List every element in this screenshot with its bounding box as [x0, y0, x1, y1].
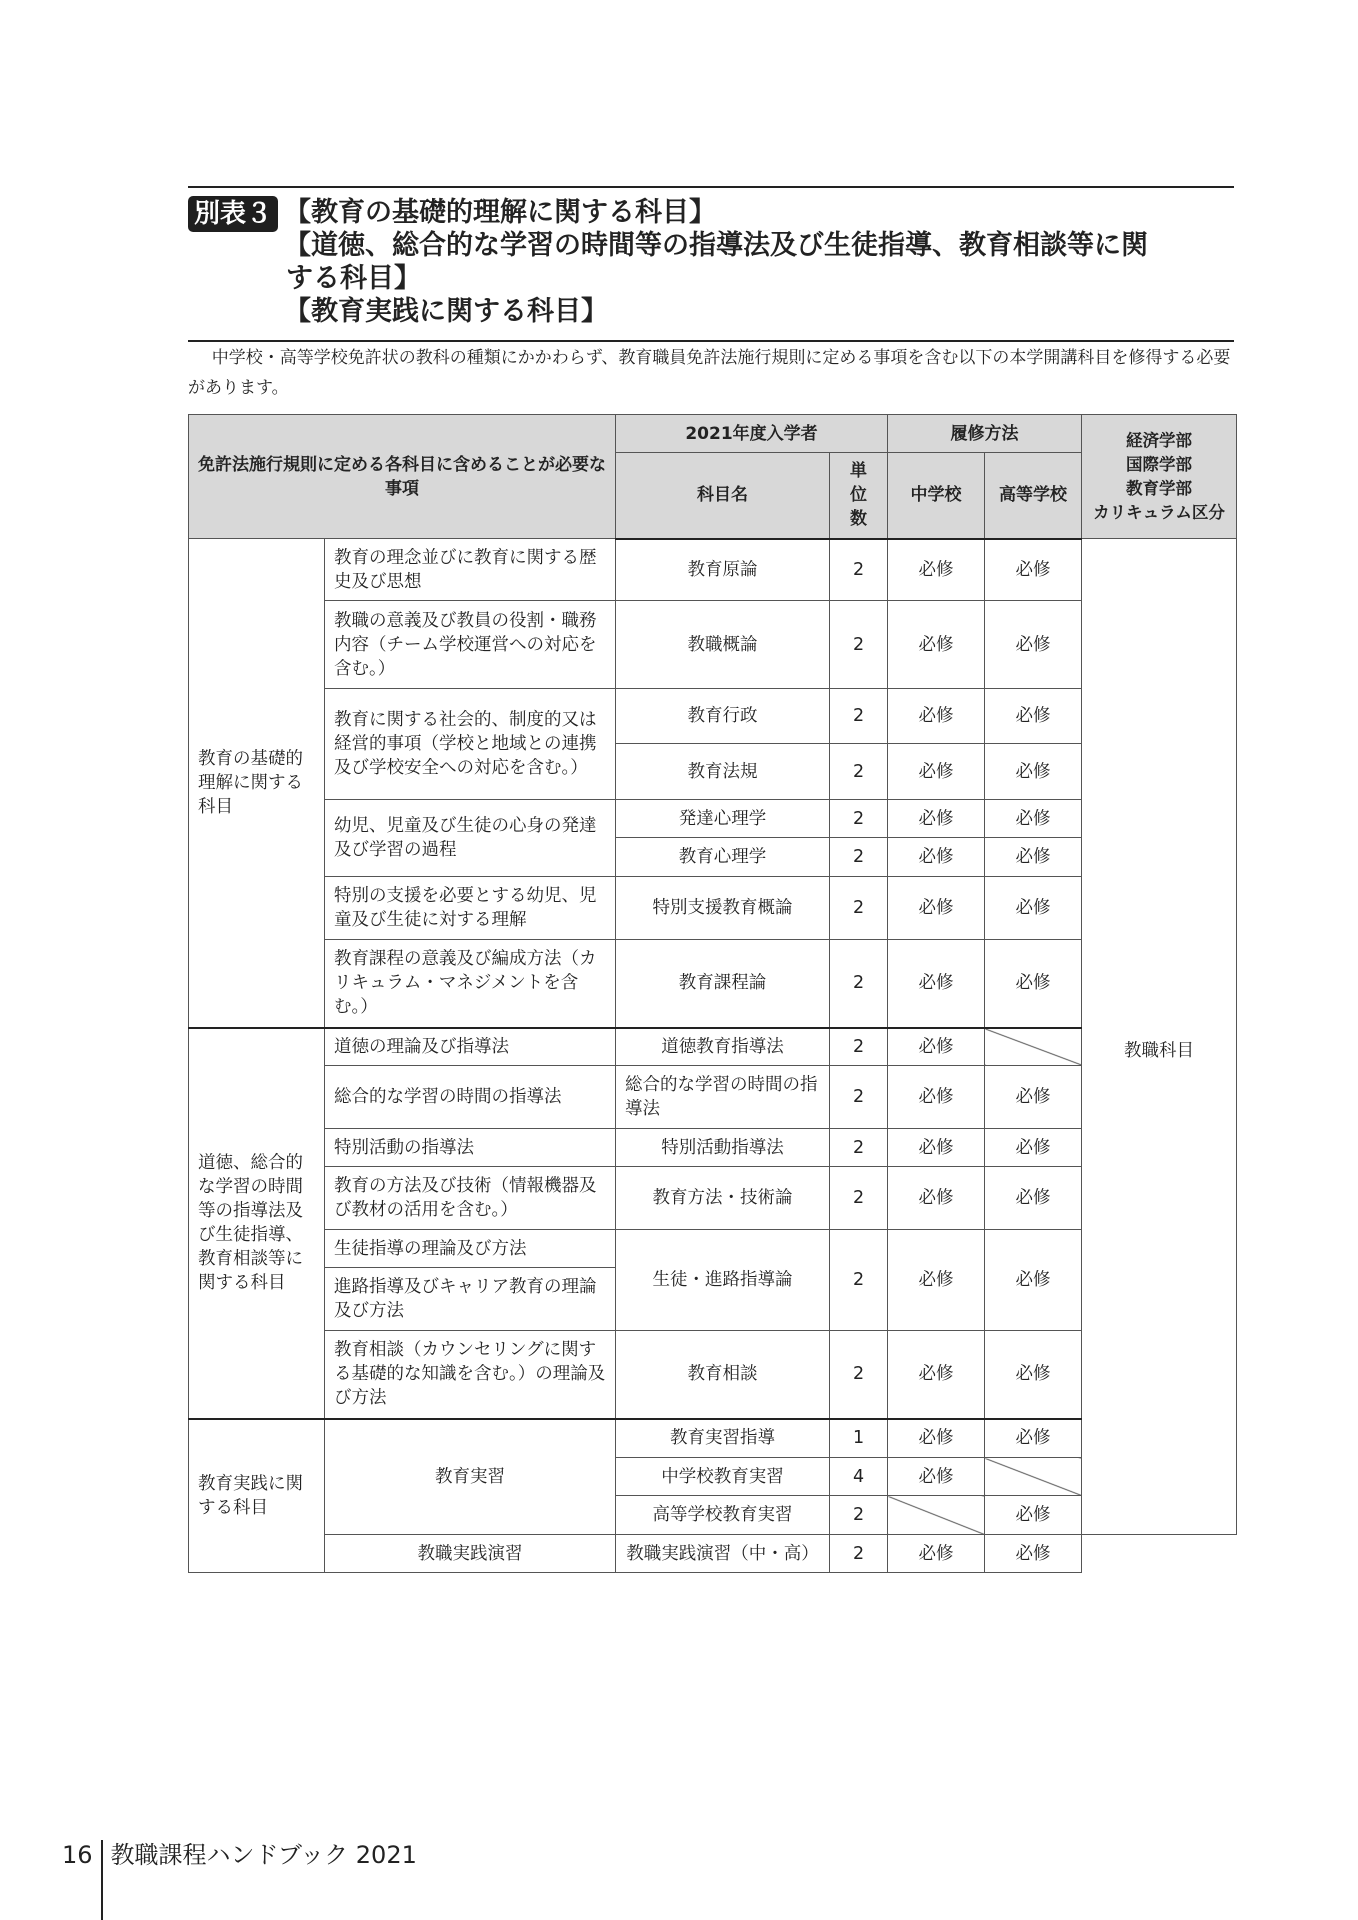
requirement-item: 教育の理念並びに教育に関する歴史及び思想 — [325, 539, 616, 601]
credits-cell: 2 — [830, 1129, 888, 1167]
credits-cell: 2 — [830, 1066, 888, 1129]
section-header — [188, 186, 1234, 342]
hs-cell: 必修 — [985, 800, 1082, 838]
header-hs: 高等学校 — [985, 453, 1082, 539]
credits-cell: 2 — [830, 877, 888, 940]
curriculum-category: 教職科目 — [1082, 539, 1237, 1535]
requirement-item: 特別の支援を必要とする幼児、児童及び生徒に対する理解 — [325, 877, 616, 940]
header-requirement: 免許法施行規則に定める各科目に含めることが必要な事項 — [189, 415, 616, 539]
header-method: 履修方法 — [888, 415, 1082, 453]
credits-cell: 2 — [830, 744, 888, 800]
credits-cell: 2 — [830, 1496, 888, 1535]
course-table — [188, 414, 1237, 1573]
jhs-cell: 必修 — [888, 1331, 985, 1419]
hs-cell: 必修 — [985, 744, 1082, 800]
credits-cell: 2 — [830, 940, 888, 1028]
credits-cell: 2 — [830, 800, 888, 838]
table-row — [189, 877, 1237, 940]
jhs-cell: 必修 — [888, 838, 985, 877]
subject-cell: 特別活動指導法 — [616, 1129, 830, 1167]
jhs-cell: 必修 — [888, 1458, 985, 1496]
table-row — [189, 1167, 1237, 1230]
table-row — [189, 601, 1237, 689]
table-row — [189, 800, 1237, 838]
header-subject: 科目名 — [616, 453, 830, 539]
credits-cell: 2 — [830, 1535, 888, 1573]
requirement-item: 教育相談（カウンセリングに関する基礎的な知識を含む。）の理論及び方法 — [325, 1331, 616, 1419]
title-line-1: 【教育の基礎的理解に関する科目】 — [284, 197, 717, 228]
subject-cell: 教育相談 — [616, 1331, 830, 1419]
requirement-item: 総合的な学習の時間の指導法 — [325, 1066, 616, 1129]
category-basic: 教育の基礎的理解に関する科目 — [189, 539, 325, 1028]
intro-text: 中学校・高等学校免許状の教科の種類にかかわらず、教育職員免許法施行規則に定める事項を含む以下の本学開講科目を修得する必要があります。 — [188, 348, 1231, 398]
hs-cell: 必修 — [985, 1419, 1082, 1458]
table-row — [189, 1535, 1237, 1573]
subject-cell: 発達心理学 — [616, 800, 830, 838]
subject-cell: 教職実践演習（中・高） — [616, 1535, 830, 1573]
header-cohort: 2021年度入学者 — [616, 415, 888, 453]
hs-cell: 必修 — [985, 689, 1082, 744]
requirement-item: 教育に関する社会的、制度的又は経営的事項（学校と地域との連携及び学校安全への対応を含む。） — [325, 689, 616, 800]
category-practice: 教育実践に関する科目 — [189, 1419, 325, 1573]
title-line-2: 【道徳、総合的な学習の時間等の指導法及び生徒指導、教育相談等に関 — [284, 230, 1149, 261]
table-row — [189, 940, 1237, 1028]
hs-cell: 必修 — [985, 1167, 1082, 1230]
table-row — [189, 1419, 1237, 1458]
hs-cell: 必修 — [985, 838, 1082, 877]
credits-cell: 2 — [830, 1028, 888, 1066]
subject-cell: 道徳教育指導法 — [616, 1028, 830, 1066]
subject-cell: 教育課程論 — [616, 940, 830, 1028]
jhs-cell: 必修 — [888, 689, 985, 744]
credits-cell: 2 — [830, 601, 888, 689]
requirement-item: 教育の方法及び技術（情報機器及び教材の活用を含む。） — [325, 1167, 616, 1230]
hs-cell: 必修 — [985, 1129, 1082, 1167]
jhs-cell: 必修 — [888, 800, 985, 838]
requirement-item: 教職の意義及び教員の役割・職務内容（チーム学校運営への対応を含む。） — [325, 601, 616, 689]
jhs-cell: 必修 — [888, 940, 985, 1028]
table-row — [189, 539, 1237, 601]
jhs-cell: 必修 — [888, 1066, 985, 1129]
header-jhs: 中学校 — [888, 453, 985, 539]
requirement-item: 教職実践演習 — [325, 1535, 616, 1573]
header-bottom-rule — [188, 340, 1234, 342]
jhs-cell: 必修 — [888, 539, 985, 601]
hs-cell: 必修 — [985, 1230, 1082, 1331]
requirement-item: 特別活動の指導法 — [325, 1129, 616, 1167]
credits-cell: 1 — [830, 1419, 888, 1458]
subject-cell: 教育心理学 — [616, 838, 830, 877]
page-footer — [62, 1840, 417, 1920]
table-row — [189, 1331, 1237, 1419]
subject-cell: 生徒・進路指導論 — [616, 1230, 830, 1331]
jhs-cell: 必修 — [888, 1129, 985, 1167]
credits-cell: 2 — [830, 539, 888, 601]
subject-cell: 総合的な学習の時間の指導法 — [616, 1066, 830, 1129]
credits-cell: 4 — [830, 1458, 888, 1496]
hs-cell-not-applicable — [985, 1028, 1082, 1066]
subject-cell: 教育実習指導 — [616, 1419, 830, 1458]
subject-cell: 中学校教育実習 — [616, 1458, 830, 1496]
section-titles — [284, 196, 1234, 328]
hs-cell: 必修 — [985, 940, 1082, 1028]
subject-cell: 高等学校教育実習 — [616, 1496, 830, 1535]
table-row — [189, 1066, 1237, 1129]
jhs-cell: 必修 — [888, 1535, 985, 1573]
hs-cell: 必修 — [985, 1066, 1082, 1129]
table-row — [189, 1129, 1237, 1167]
jhs-cell-not-applicable — [888, 1496, 985, 1535]
subject-cell: 教育原論 — [616, 539, 830, 601]
jhs-cell: 必修 — [888, 1167, 985, 1230]
jhs-cell: 必修 — [888, 1028, 985, 1066]
subject-cell: 特別支援教育概論 — [616, 877, 830, 940]
requirement-item: 進路指導及びキャリア教育の理論及び方法 — [325, 1268, 616, 1331]
table-row — [189, 1028, 1237, 1066]
jhs-cell: 必修 — [888, 877, 985, 940]
requirement-item: 道徳の理論及び指導法 — [325, 1028, 616, 1066]
requirement-item: 教育課程の意義及び編成方法（カリキュラム・マネジメントを含む。） — [325, 940, 616, 1028]
credits-cell: 2 — [830, 838, 888, 877]
hs-cell: 必修 — [985, 1535, 1082, 1573]
requirement-item: 幼児、児童及び生徒の心身の発達及び学習の過程 — [325, 800, 616, 877]
credits-cell: 2 — [830, 1230, 888, 1331]
header-faculty: 経済学部 国際学部 教育学部 カリキュラム区分 — [1082, 415, 1237, 539]
header-credits: 単 位 数 — [830, 453, 888, 539]
subject-cell: 教育行政 — [616, 689, 830, 744]
title-line-3: する科目】 — [286, 263, 422, 294]
hs-cell: 必修 — [985, 877, 1082, 940]
subject-cell: 教職概論 — [616, 601, 830, 689]
subject-cell: 教育法規 — [616, 744, 830, 800]
table-row — [189, 689, 1237, 744]
page-number: 16 — [62, 1841, 93, 1869]
hs-cell: 必修 — [985, 1331, 1082, 1419]
jhs-cell: 必修 — [888, 1419, 985, 1458]
jhs-cell: 必修 — [888, 1230, 985, 1331]
credits-cell: 2 — [830, 689, 888, 744]
jhs-cell: 必修 — [888, 744, 985, 800]
requirement-item: 生徒指導の理論及び方法 — [325, 1230, 616, 1268]
hs-cell: 必修 — [985, 539, 1082, 601]
table-badge: 別表３ — [188, 196, 278, 232]
hs-cell: 必修 — [985, 601, 1082, 689]
hs-cell: 必修 — [985, 1496, 1082, 1535]
title-line-4: 【教育実践に関する科目】 — [284, 296, 609, 327]
table-row — [189, 1230, 1237, 1268]
credits-cell: 2 — [830, 1167, 888, 1230]
jhs-cell: 必修 — [888, 601, 985, 689]
category-moral: 道徳、総合的な学習の時間等の指導法及び生徒指導、教育相談等に関する科目 — [189, 1028, 325, 1419]
book-title: 教職課程ハンドブック 2021 — [110, 1841, 417, 1869]
hs-cell-not-applicable — [985, 1458, 1082, 1496]
credits-cell: 2 — [830, 1331, 888, 1419]
subject-cell: 教育方法・技術論 — [616, 1167, 830, 1230]
requirement-item: 教育実習 — [325, 1419, 616, 1535]
